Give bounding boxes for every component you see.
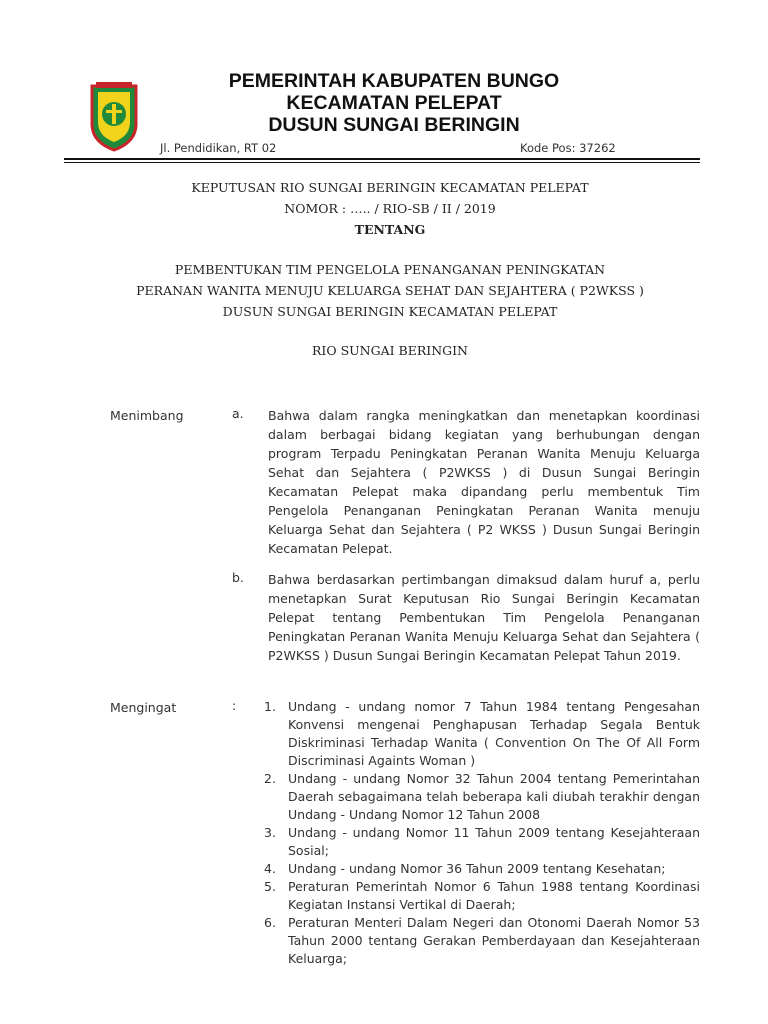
list-item: 3. Undang - undang Nomor 11 Tahun 2009 tentang Kesejahteraan Sosial; bbox=[264, 825, 700, 858]
decree-about: TENTANG bbox=[354, 222, 426, 237]
decree-subject-line-2: PERANAN WANITA MENUJU KELUARGA SEHAT DAN SEJAHTERA ( P2WKSS ) bbox=[136, 283, 644, 298]
regency-crest-icon bbox=[88, 80, 140, 152]
letterhead-title bbox=[180, 70, 608, 136]
menimbang-mark-a: a. bbox=[232, 406, 244, 421]
letterhead-line-3: DUSUN SUNGAI BERINGIN bbox=[268, 114, 520, 136]
list-item: 4. Undang - undang Nomor 36 Tahun 2009 tentang Kesehatan; bbox=[264, 861, 666, 876]
decree-subject-line-1: PEMBENTUKAN TIM PENGELOLA PENANGANAN PENINGKATAN bbox=[174, 262, 606, 277]
decree-number: NOMOR : ….. / RIO-SB / II / 2019 bbox=[284, 201, 496, 216]
menimbang-paragraph-b: Bahwa berdasarkan pertimbangan dimaksud dalam huruf a, perlu menetapkan Surat Keputusan Rio Sungai Beringin Kecamatan Pelepat tentang Pembentukan Tim Pengelola Penanganan Peningkatan Peranan Wanita Menuju Keluarga Sehat dan Sejahtera ( P2WKSS ) Dusun Sungai Beringin Kecamatan Pelepat Tahun 2019. bbox=[268, 572, 700, 663]
menimbang-paragraph-a: Bahwa dalam rangka meningkatkan dan menetapkan koordinasi dalam berbagai bidang kegiatan yang berhubungan dengan program Terpadu Peningkatan Peranan Wanita Menuju Keluarga Sehat dan Sejahtera ( P2WKSS ) di Dusun Sungai Beringin Kecamatan Pelepat maka dipandang perlu membentuk Tim Pengelola Penanganan Peningkatan Peranan Wanita menuju Keluarga Sehat dan Sejahtera ( P2 WKSS ) Dusun Sungai Beringin Kecamatan Pelepat. bbox=[268, 408, 700, 556]
decree-issuer: RIO SUNGAI BERINGIN bbox=[312, 343, 468, 358]
letterhead-line-1: PEMERINTAH KABUPATEN BUNGO bbox=[228, 70, 560, 92]
decree-subject-line-3: DUSUN SUNGAI BERINGIN KECAMATAN PELEPAT bbox=[222, 304, 558, 319]
letterhead-postal-code: Kode Pos: 37262 bbox=[520, 141, 616, 155]
letterhead-divider-thin bbox=[64, 162, 700, 163]
menimbang-label: Menimbang bbox=[110, 408, 184, 423]
menimbang-mark-b: b. bbox=[232, 570, 244, 585]
list-item: 6. Peraturan Menteri Dalam Negeri dan Otonomi Daerah Nomor 53 Tahun 2000 tentang Gerakan Pemberdayaan dan Kesejahteraan Keluarga; bbox=[264, 915, 700, 966]
list-item: 2. Undang - undang Nomor 32 Tahun 2004 tentang Pemerintahan Daerah sebagaimana telah beberapa kali diubah terakhir dengan Undang - Undang Nomor 12 Tahun 2008 bbox=[264, 771, 700, 822]
list-item: 1. Undang - undang nomor 7 Tahun 1984 tentang Pengesahan Konvensi mengenai Penghapusan Terhadap Segala Bentuk Diskriminasi Terhadap Wanita ( Convention On The Of All Form Discriminasi Againts Woman ) bbox=[264, 699, 700, 768]
decree-title: KEPUTUSAN RIO SUNGAI BERINGIN KECAMATAN PELEPAT bbox=[191, 180, 589, 195]
mengingat-label: Mengingat bbox=[110, 700, 177, 715]
list-item: 5. Peraturan Pemerintah Nomor 6 Tahun 1988 tentang Koordinasi Kegiatan Instansi Vertikal di Daerah; bbox=[264, 879, 700, 912]
mengingat-colon: : bbox=[232, 698, 237, 713]
letterhead-divider bbox=[64, 158, 700, 160]
mengingat-list bbox=[264, 698, 700, 968]
letterhead-address: Jl. Pendidikan, RT 02 bbox=[160, 141, 277, 155]
letterhead-line-2: KECAMATAN PELEPAT bbox=[286, 92, 502, 114]
